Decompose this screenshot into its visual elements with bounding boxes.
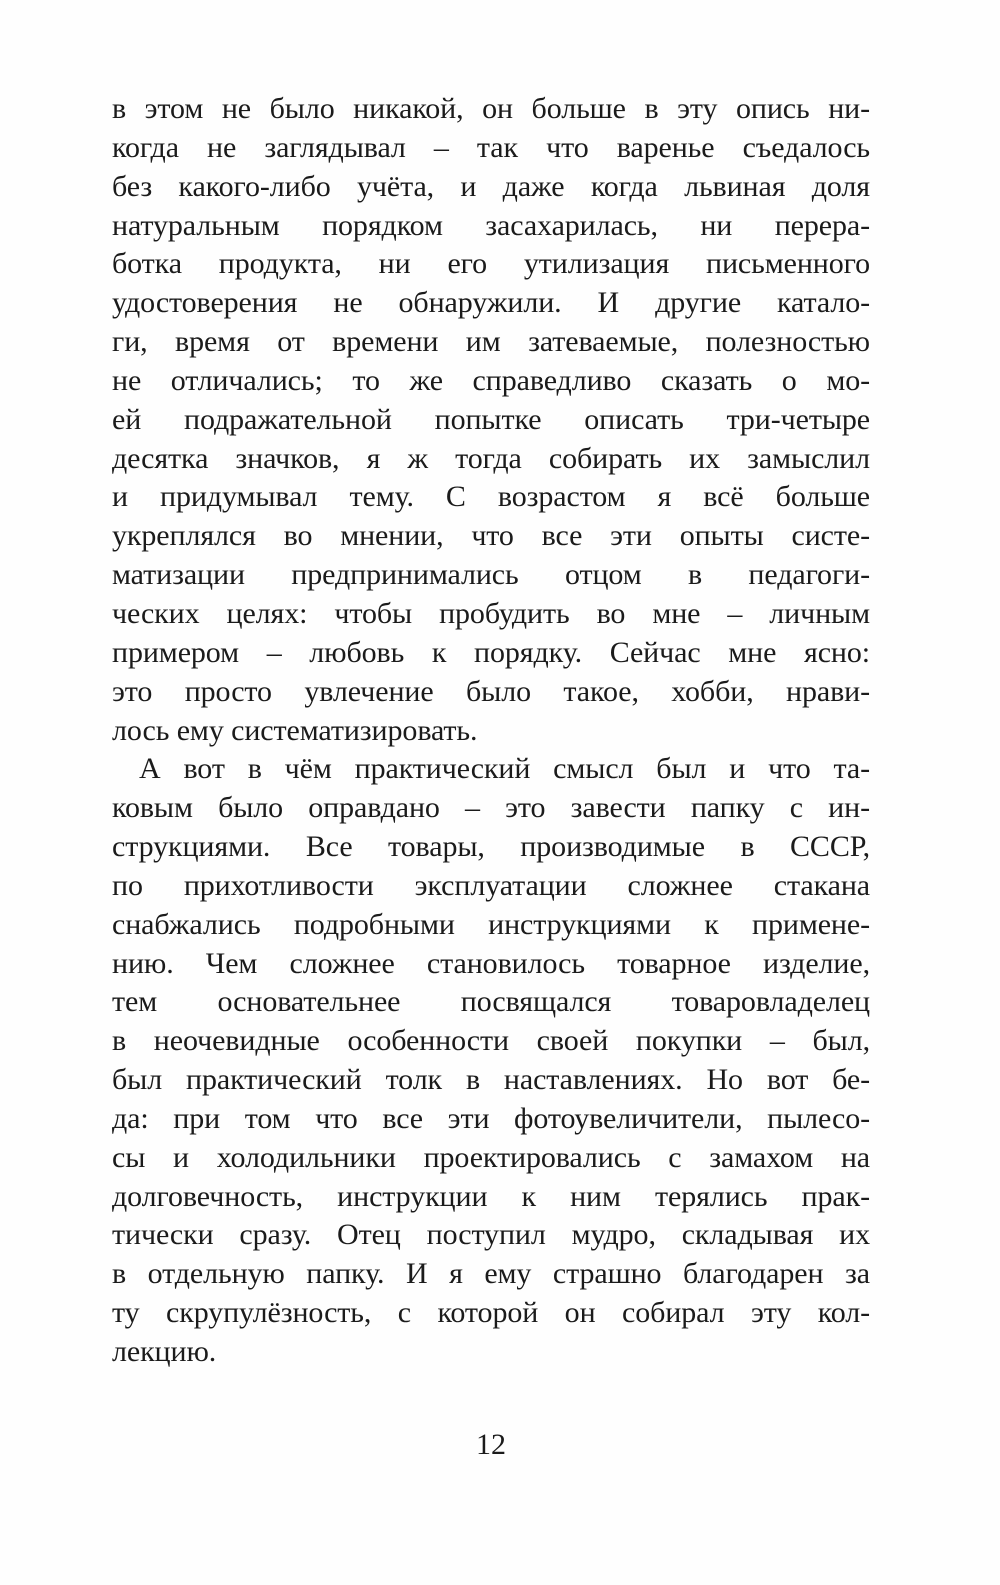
text-line: и придумывал тему. С возрастом я всё больше [112, 480, 870, 514]
text-line: в неочевидные особенности своей покупки – был, [112, 1024, 870, 1058]
text-line: в отдельную папку. И я ему страшно благодарен за [112, 1257, 870, 1291]
text-line: не отличались; то же справедливо сказать о мо- [112, 363, 870, 397]
text-line: долговечность, инструкции к ним терялись прак- [112, 1179, 870, 1213]
text-line: струкциями. Все товары, производимые в СССР, [112, 830, 870, 864]
text-line: да: при том что все эти фотоувеличители, пылесо- [112, 1101, 870, 1135]
text-line: ческих целях: чтобы пробудить во мне – личным [112, 596, 870, 630]
paragraph [112, 90, 870, 750]
text-line: ей подражательной попытке описать три-четыре [112, 402, 870, 436]
paragraph [112, 750, 870, 1372]
text-line: тем основательнее посвящался товаровладелец [112, 985, 870, 1019]
text-line: лось ему систематизировать. [112, 713, 478, 747]
text-line: примером – любовь к порядку. Сейчас мне ясно: [112, 635, 870, 669]
text-line: укреплялся во мнении, что все эти опыты систе- [112, 519, 870, 553]
text-line: ту скрупулёзность, с которой он собирал эту кол- [112, 1296, 870, 1330]
text-line: матизации предпринимались отцом в педагоги- [112, 558, 870, 592]
text-line: когда не заглядывал – так что варенье съедалось [112, 130, 870, 164]
text-line: удостоверения не обнаружили. И другие катало- [112, 286, 870, 320]
text-line: по прихотливости эксплуатации сложнее стакана [112, 868, 870, 902]
text-line: сы и холодильники проектировались с замахом на [112, 1140, 870, 1174]
text-line: лекцию. [112, 1335, 217, 1368]
text-line: ботка продукта, ни его утилизация письменного [112, 247, 870, 281]
text-line: нию. Чем сложнее становилось товарное изделие, [112, 946, 870, 980]
text-line: ковым было оправдано – это завести папку с ин- [112, 791, 870, 825]
text-line: без какого-либо учёта, и даже когда львиная доля [112, 169, 870, 203]
text-line: снабжались подробными инструкциями к примене- [112, 907, 870, 941]
text-line: в этом не было никакой, он больше в эту опись ни- [112, 92, 870, 125]
text-line: тически сразу. Отец поступил мудро, складывая их [112, 1218, 870, 1252]
text-line: натуральным порядком засахарилась, ни перера- [112, 208, 870, 242]
text-line: это просто увлечение было такое, хобби, нрави- [112, 674, 870, 708]
text-line: десятка значков, я ж тогда собирать их замыслил [112, 441, 870, 475]
text-line: ги, время от времени им затеваемые, полезностью [112, 325, 870, 359]
body-text [112, 90, 870, 1372]
page-number: 12 [476, 1428, 506, 1461]
text-line: был практический толк в наставлениях. Но вот бе- [112, 1063, 870, 1097]
text-line: А вот в чём практический смысл был и что та- [139, 752, 870, 786]
